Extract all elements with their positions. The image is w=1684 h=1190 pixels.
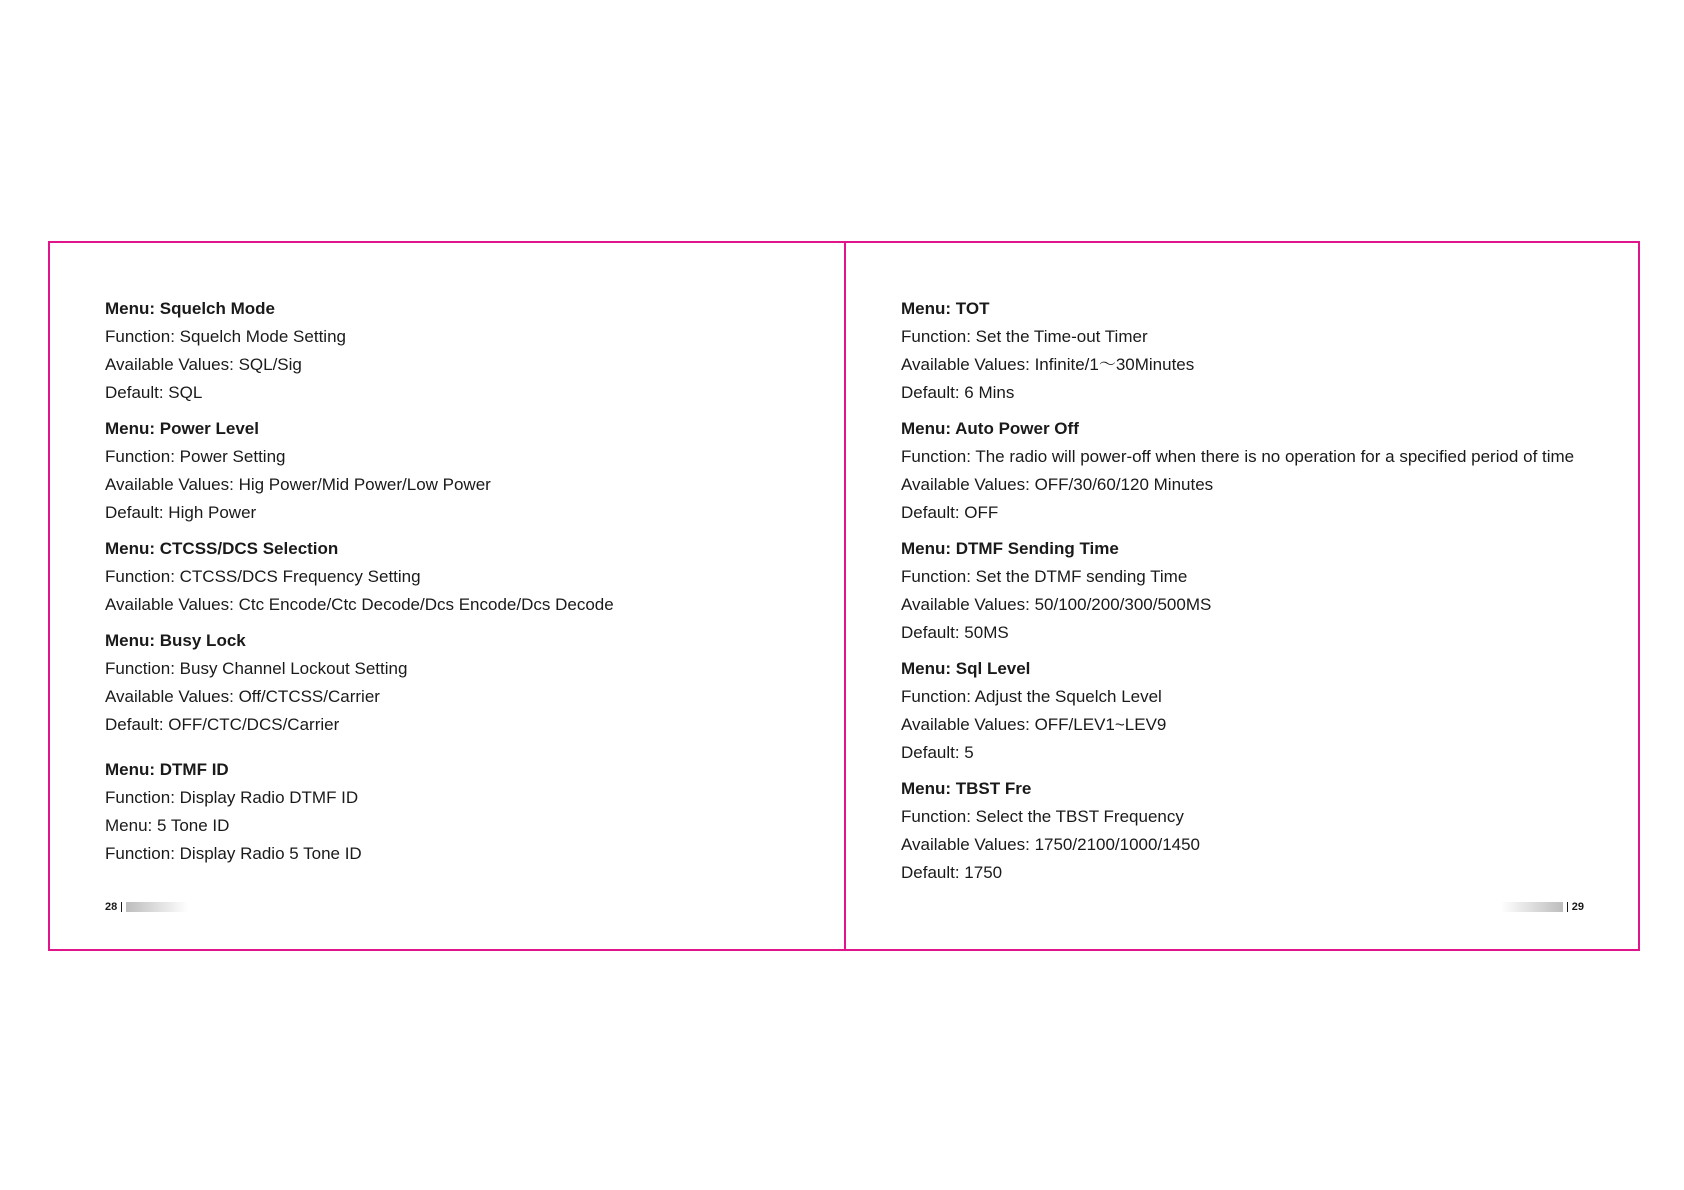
- folio-gradient-bar: [126, 902, 188, 912]
- menu-title: Menu: DTMF Sending Time: [901, 539, 1119, 558]
- menu-block-dtmf-sending-time: [901, 535, 1574, 647]
- menu-line: Default: 50MS: [901, 623, 1009, 642]
- menu-line: Available Values: SQL/Sig: [105, 355, 302, 374]
- menu-line: Function: Display Radio 5 Tone ID: [105, 844, 362, 863]
- menu-line: Menu: 5 Tone ID: [105, 816, 230, 835]
- left-page: [105, 295, 614, 876]
- menu-line: Function: Set the DTMF sending Time: [901, 567, 1188, 586]
- menu-line: Default: OFF: [901, 503, 999, 522]
- right-page: [901, 295, 1574, 895]
- menu-line: Function: Squelch Mode Setting: [105, 327, 346, 346]
- folio-separator: [121, 902, 122, 912]
- menu-title: Menu: Sql Level: [901, 659, 1031, 678]
- menu-line: Default: High Power: [105, 503, 257, 522]
- menu-title: Menu: Auto Power Off: [901, 419, 1079, 438]
- page-number-right: [1501, 900, 1584, 914]
- menu-line: Function: CTCSS/DCS Frequency Setting: [105, 567, 421, 586]
- menu-line: Available Values: Infinite/1～30Minutes: [901, 355, 1195, 374]
- menu-title: Menu: Busy Lock: [105, 631, 246, 650]
- menu-line: Function: Set the Time-out Timer: [901, 327, 1148, 346]
- menu-block-busy-lock: [105, 627, 614, 739]
- menu-line: Function: Select the TBST Frequency: [901, 807, 1184, 826]
- folio-gradient-bar: [1501, 902, 1563, 912]
- menu-title: Menu: CTCSS/DCS Selection: [105, 539, 339, 558]
- menu-line: Function: Display Radio DTMF ID: [105, 788, 359, 807]
- menu-line: Available Values: 1750/2100/1000/1450: [901, 835, 1201, 854]
- page-number: 28: [105, 901, 118, 913]
- menu-title: Menu: Power Level: [105, 419, 259, 438]
- menu-line: Default: OFF/CTC/DCS/Carrier: [105, 715, 340, 734]
- menu-line: Available Values: OFF/LEV1~LEV9: [901, 715, 1167, 734]
- page-number: 29: [1571, 901, 1584, 913]
- menu-line: Default: 6 Mins: [901, 383, 1015, 402]
- menu-block-ctcss-dcs-selection: [105, 535, 614, 619]
- menu-line: Default: 1750: [901, 863, 1003, 882]
- menu-line: Available Values: Ctc Encode/Ctc Decode/Dcs Encode/Dcs Decode: [105, 595, 614, 614]
- menu-line: Available Values: 50/100/200/300/500MS: [901, 595, 1212, 614]
- menu-block-auto-power-off: [901, 415, 1574, 527]
- menu-block-power-level: [105, 415, 614, 527]
- menu-line: Available Values: OFF/30/60/120 Minutes: [901, 475, 1214, 494]
- menu-title: Menu: Squelch Mode: [105, 299, 275, 318]
- menu-line: Function: Adjust the Squelch Level: [901, 687, 1162, 706]
- menu-title: Menu: TBST Fre: [901, 779, 1032, 798]
- menu-line: Available Values: Hig Power/Mid Power/Low Power: [105, 475, 491, 494]
- menu-block-tbst-fre: [901, 775, 1574, 887]
- page-number-left: [105, 900, 188, 914]
- menu-block-squelch-mode: [105, 295, 614, 407]
- menu-line: Available Values: Off/CTCSS/Carrier: [105, 687, 380, 706]
- menu-title: Menu: DTMF ID: [105, 760, 229, 779]
- folio-separator: [1567, 902, 1568, 912]
- menu-line: Function: Busy Channel Lockout Setting: [105, 659, 408, 678]
- spread-divider: [844, 241, 846, 951]
- menu-line: Function: Power Setting: [105, 447, 286, 466]
- menu-block-tot: [901, 295, 1574, 407]
- menu-title: Menu: TOT: [901, 299, 990, 318]
- menu-line: Function: The radio will power-off when there is no operation for a specified period of time: [901, 447, 1575, 466]
- menu-line: Default: SQL: [105, 383, 203, 402]
- menu-line: Default: 5: [901, 743, 974, 762]
- menu-block-sql-level: [901, 655, 1574, 767]
- menu-block-dtmf-id: [105, 756, 614, 868]
